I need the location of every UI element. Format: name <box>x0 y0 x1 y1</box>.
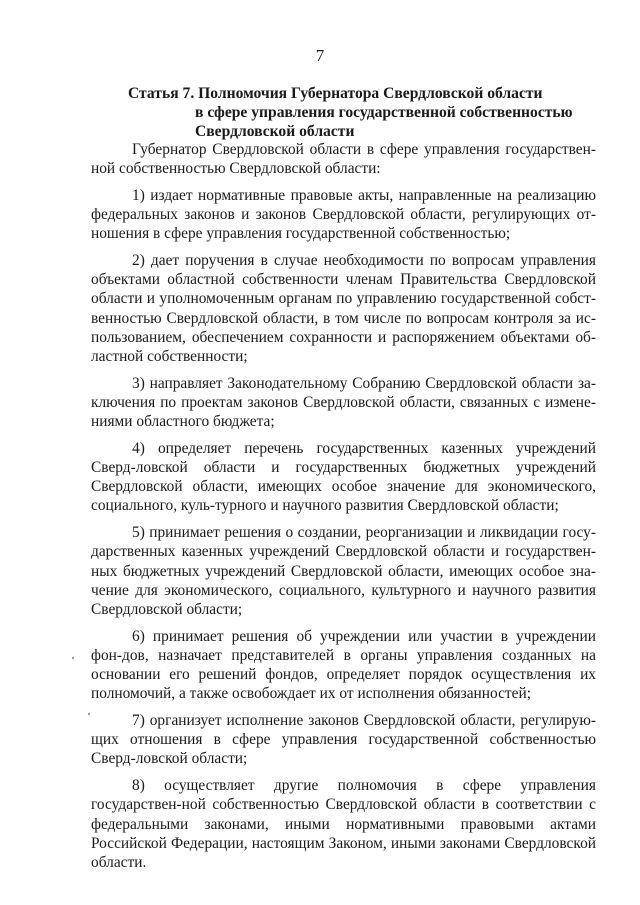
article-item-8: 8) осуществляет другие полномочия в сфере управления государствен-ной собственностью Свердловской области в соответствии с федеральными законами, иными нормативными правовыми актами Российской Федерации, настоящим Законом, иными законами Свердловской области. <box>91 777 596 871</box>
article-heading-line-2: в сфере управления государственной собственностью <box>195 104 573 121</box>
article-item-1: 1) издает нормативные правовые акты, направленные на реализацию федеральных законов и законов Свердловской области, регулирующих от-ношения в сфере управления государственной собственностью; <box>91 186 596 243</box>
article-item-4: 4) определяет перечень государственных казенных учреждений Сверд-ловской области и государственных бюджетных учреждений Свердловской области, имеющих особое значение для экономического, социального, куль-турного и научного развития Свердловской области; <box>91 439 596 515</box>
article-heading-line-1: Статья 7. Полномочия Губернатора Свердловской области <box>128 85 543 102</box>
page-number: 7 <box>315 46 325 65</box>
article-item-6: 6) принимает решения об учреждении или участии в учреждении фон-дов, назначает представителей в органы управления созданных на основании его решений фондов, определяет порядок осуществления их полномочий, а также освобождает их от исполнения обязанностей; <box>91 627 596 703</box>
article-item-2: 2) дает поручения в случае необходимости по вопросам управления объектами областной собственности членам Правительства Свердловской области и уполномоченным органам по управлению государственной собст-венностью Свердловской области, в том числе по вопросам контроля за ис-пользованием, обеспечением сохранности и распоряжением объектами об-ластной собственности; <box>91 252 596 366</box>
article-heading <box>128 84 598 141</box>
article-item-3: 3) направляет Законодательному Собранию Свердловской области за-ключения по проектам законов Свердловской области, связанных с измене-ниями областного бюджета; <box>91 374 596 431</box>
article-heading-line-3: Свердловской области <box>195 123 355 140</box>
article-body <box>91 140 596 880</box>
article-item-7: 7) организует исполнение законов Свердловской области, регулирую-щих отношения в сфере управления государственной собственностью Сверд-ловской области; <box>91 711 596 768</box>
scan-speck <box>88 713 90 715</box>
article-item-5: 5) принимает решения о создании, реорганизации и ликвидации госу-дарственных казенных учреждений Свердловской области и государствен-ных бюджетных учреждений Свердловской области, имеющих особое зна-чение для экономического, социального, культурного и научного развития Свердловской области; <box>91 524 596 618</box>
scan-speck <box>72 657 74 659</box>
article-intro: Губернатор Свердловской области в сфере управления государствен-ной собственностью Свердловской области: <box>91 141 596 178</box>
